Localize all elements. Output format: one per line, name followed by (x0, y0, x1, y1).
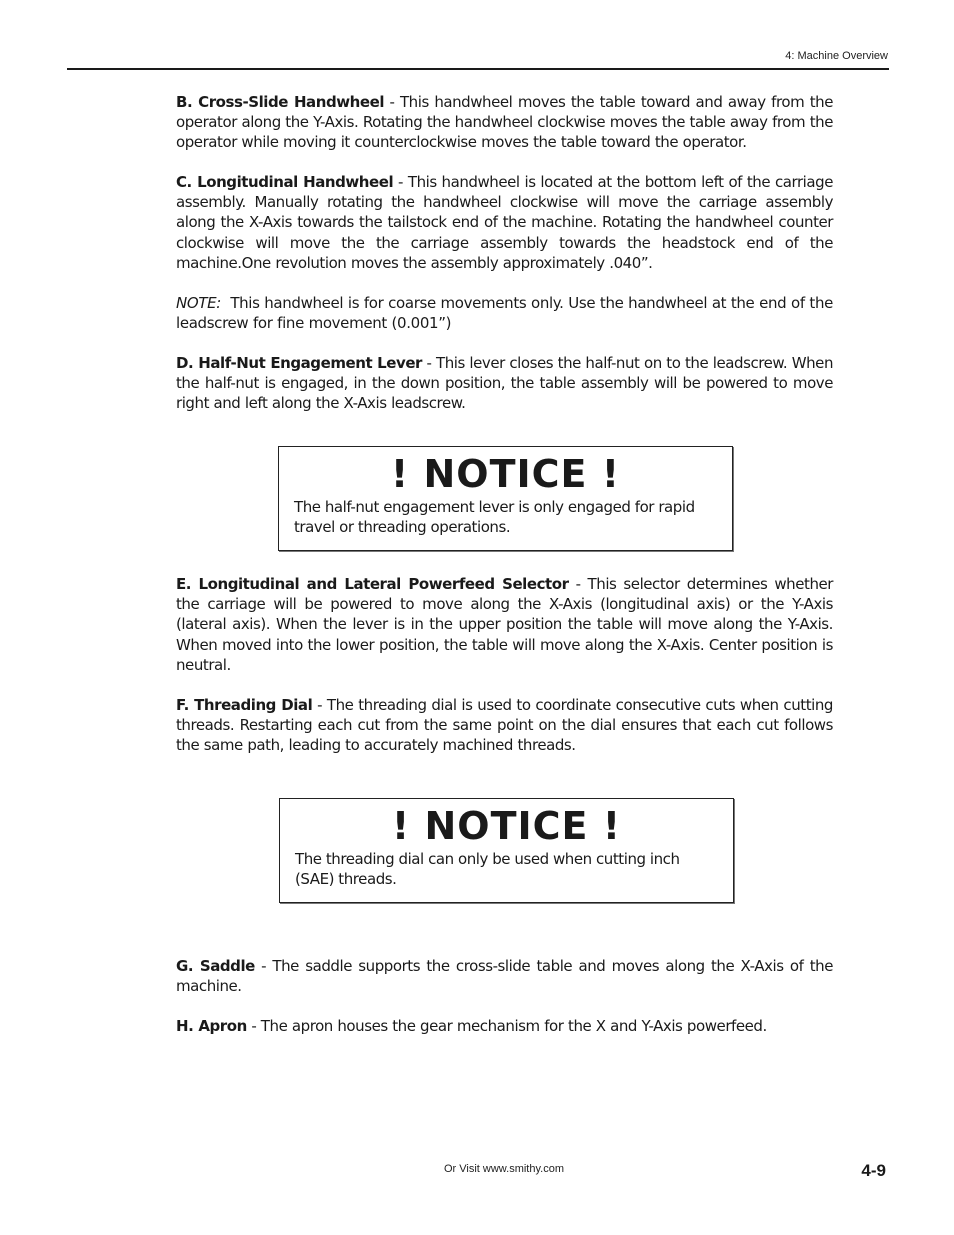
heading-half-nut-lever: D. Half-Nut Engagement Lever (176, 354, 422, 372)
note-label: NOTE: (176, 294, 221, 312)
paragraph-note (176, 293, 838, 333)
text-saddle: - The saddle supports the cross-slide table and moves along the X-Axis of the machine. (176, 957, 833, 996)
heading-powerfeed-selector: E. Longitudinal and Lateral Powerfeed Selector (176, 575, 569, 593)
paragraph-apron (176, 1016, 833, 1036)
heading-cross-slide-handwheel: B. Cross-Slide Handwheel (176, 93, 385, 111)
notice-box-threading-dial (279, 798, 734, 903)
text-apron: - The apron houses the gear mechanism for the X and Y-Axis powerfeed. (246, 1017, 767, 1035)
text-longitudinal-handwheel: - This handwheel is located at the bottom left of the carriage assembly. Manually rotating the handwheel clockwise will move the carriage assembly along the X-Axis towards the tailstock end of the machine. Rotating the handwheel counter clockwise will move the the carriage assembly towards the headstock end of the machine.One revolution moves the assembly approximately .040”. (176, 173, 833, 272)
text-cross-slide-handwheel: - This handwheel moves the table toward and away from the operator along the Y-Axis. Rotating the handwheel clockwise moves the table away from the operator while moving it counterclockwise moves the table toward the operator. (176, 93, 833, 152)
heading-saddle: G. Saddle (176, 957, 255, 975)
notice-box-half-nut (278, 446, 733, 551)
paragraph-longitudinal-handwheel (176, 172, 833, 273)
paragraph-cross-slide-handwheel (176, 92, 833, 153)
section-header: 4: Machine Overview (785, 50, 888, 62)
note-text: This handwheel is for coarse movements only. Use the handwheel at the end of the leadscrew for fine movement (0.001”) (176, 294, 838, 333)
text-powerfeed-selector: - This selector determines whether the carriage will be powered to move along the X-Axis (longitudinal axis) or the Y-Axis (lateral axis). When the lever is in the upper position the table will move along the Y-Axis. When moved into the lower position, the table will move along the X-Axis. Center position is neutral. (176, 575, 833, 674)
page-number: 4-9 (861, 1161, 886, 1180)
paragraph-powerfeed-selector (176, 574, 833, 675)
text-half-nut-lever: - This lever closes the half-nut on to the leadscrew. When the half-nut is engaged, in the down position, the table assembly will be powered to move right and left along the X-Axis leadscrew. (176, 354, 833, 413)
paragraph-saddle (176, 956, 833, 996)
notice-text: The half-nut engagement lever is only engaged for rapid travel or threading operations. (294, 497, 695, 536)
heading-threading-dial: F. Threading Dial (176, 696, 313, 714)
footer-website: Or Visit www.smithy.com (444, 1163, 564, 1175)
header-rule (67, 68, 889, 70)
heading-apron: H. Apron (176, 1017, 247, 1035)
notice-title: ! NOTICE ! (390, 452, 621, 496)
text-threading-dial: - The threading dial is used to coordinate consecutive cuts when cutting threads. Restarting each cut from the same point on the dial ensures that each cut follows the same path, leading to accurately machined threads. (176, 696, 833, 755)
heading-longitudinal-handwheel: C. Longitudinal Handwheel (176, 173, 394, 191)
paragraph-threading-dial (176, 695, 833, 756)
paragraph-half-nut-lever (176, 353, 833, 414)
notice-title: ! NOTICE ! (391, 804, 622, 848)
notice-text: The threading dial can only be used when cutting inch (SAE) threads. (295, 849, 680, 888)
